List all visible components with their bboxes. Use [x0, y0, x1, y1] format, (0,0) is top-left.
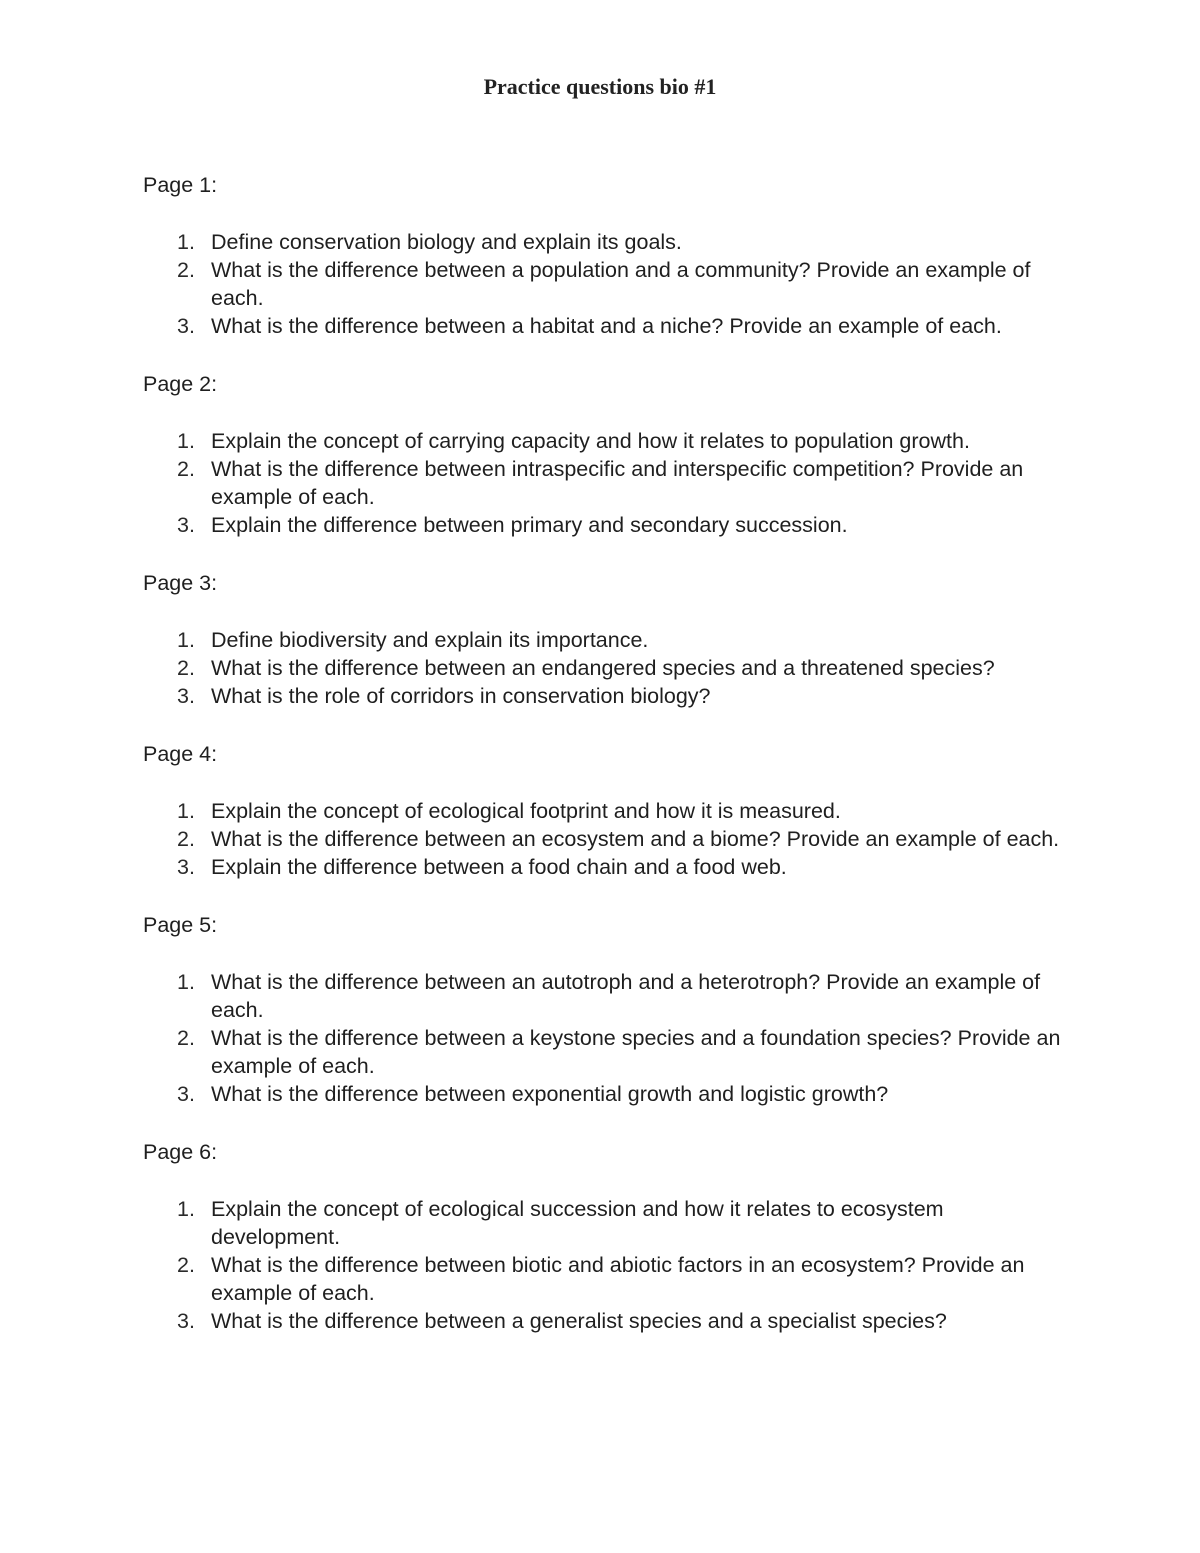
question-number: 2. [177, 656, 195, 680]
section-page-2 [143, 369, 1063, 539]
question-number: 3. [177, 1082, 195, 1106]
question-number: 2. [177, 827, 195, 851]
question-number: 3. [177, 513, 195, 537]
question-number: 3. [177, 855, 195, 879]
question-number: 3. [177, 684, 195, 708]
section-heading: Page 5: [143, 913, 218, 937]
question-item [143, 1195, 1063, 1251]
question-item [143, 455, 1063, 511]
question-text: Explain the difference between primary and secondary succession. [211, 513, 848, 537]
question-text: What is the difference between an autotroph and a heterotroph? Provide an example of each. [211, 970, 1041, 1022]
section-heading: Page 4: [143, 742, 218, 766]
question-item [143, 312, 1063, 340]
question-item [143, 682, 1063, 710]
question-text: What is the difference between a population and a community? Provide an example of each. [211, 258, 1031, 310]
question-text: What is the difference between an endangered species and a threatened species? [211, 656, 995, 680]
question-item [143, 626, 1063, 654]
question-number: 1. [177, 970, 195, 994]
question-number: 2. [177, 258, 195, 282]
question-item [143, 1024, 1063, 1080]
question-item [143, 1307, 1063, 1335]
question-text: Explain the concept of ecological succession and how it relates to ecosystem development. [211, 1197, 944, 1249]
question-text: What is the difference between exponential growth and logistic growth? [211, 1082, 889, 1106]
question-text: What is the difference between a habitat and a niche? Provide an example of each. [211, 314, 1002, 338]
question-number: 2. [177, 457, 195, 481]
question-text: Explain the difference between a food chain and a food web. [211, 855, 787, 879]
question-list [143, 968, 1063, 1108]
question-text: What is the difference between a keystone species and a foundation species? Provide an example of each. [211, 1026, 1061, 1078]
question-list [143, 797, 1063, 881]
question-item [143, 853, 1063, 881]
question-list [143, 228, 1063, 340]
section-page-5 [143, 910, 1063, 1108]
question-number: 2. [177, 1253, 195, 1277]
question-item [143, 427, 1063, 455]
question-list [143, 427, 1063, 539]
question-item [143, 654, 1063, 682]
question-text: What is the difference between biotic and abiotic factors in an ecosystem? Provide an example of each. [211, 1253, 1025, 1305]
question-number: 2. [177, 1026, 195, 1050]
question-number: 3. [177, 1309, 195, 1333]
section-heading: Page 1: [143, 173, 218, 197]
question-list [143, 626, 1063, 710]
question-item [143, 968, 1063, 1024]
question-item [143, 1080, 1063, 1108]
question-list [143, 1195, 1063, 1335]
question-number: 3. [177, 314, 195, 338]
section-page-4 [143, 739, 1063, 881]
question-text: Define biodiversity and explain its importance. [211, 628, 649, 652]
question-text: Explain the concept of carrying capacity and how it relates to population growth. [211, 429, 970, 453]
question-item [143, 825, 1063, 853]
question-number: 1. [177, 1197, 195, 1221]
question-item [143, 228, 1063, 256]
question-item [143, 511, 1063, 539]
section-heading: Page 2: [143, 372, 218, 396]
question-number: 1. [177, 628, 195, 652]
question-text: What is the role of corridors in conservation biology? [211, 684, 711, 708]
section-page-1 [143, 170, 1063, 340]
question-item [143, 1251, 1063, 1307]
question-number: 1. [177, 799, 195, 823]
question-text: Explain the concept of ecological footprint and how it is measured. [211, 799, 841, 823]
document-title: Practice questions bio #1 [483, 74, 717, 99]
question-sections [143, 170, 1063, 1364]
question-number: 1. [177, 230, 195, 254]
question-item [143, 256, 1063, 312]
question-number: 1. [177, 429, 195, 453]
section-page-3 [143, 568, 1063, 710]
question-text: Define conservation biology and explain its goals. [211, 230, 682, 254]
section-heading: Page 6: [143, 1140, 218, 1164]
section-page-6 [143, 1137, 1063, 1335]
question-text: What is the difference between intraspecific and interspecific competition? Provide an example of each. [211, 457, 1024, 509]
question-item [143, 797, 1063, 825]
question-text: What is the difference between a generalist species and a specialist species? [211, 1309, 947, 1333]
section-heading: Page 3: [143, 571, 218, 595]
question-text: What is the difference between an ecosystem and a biome? Provide an example of each. [211, 827, 1060, 851]
